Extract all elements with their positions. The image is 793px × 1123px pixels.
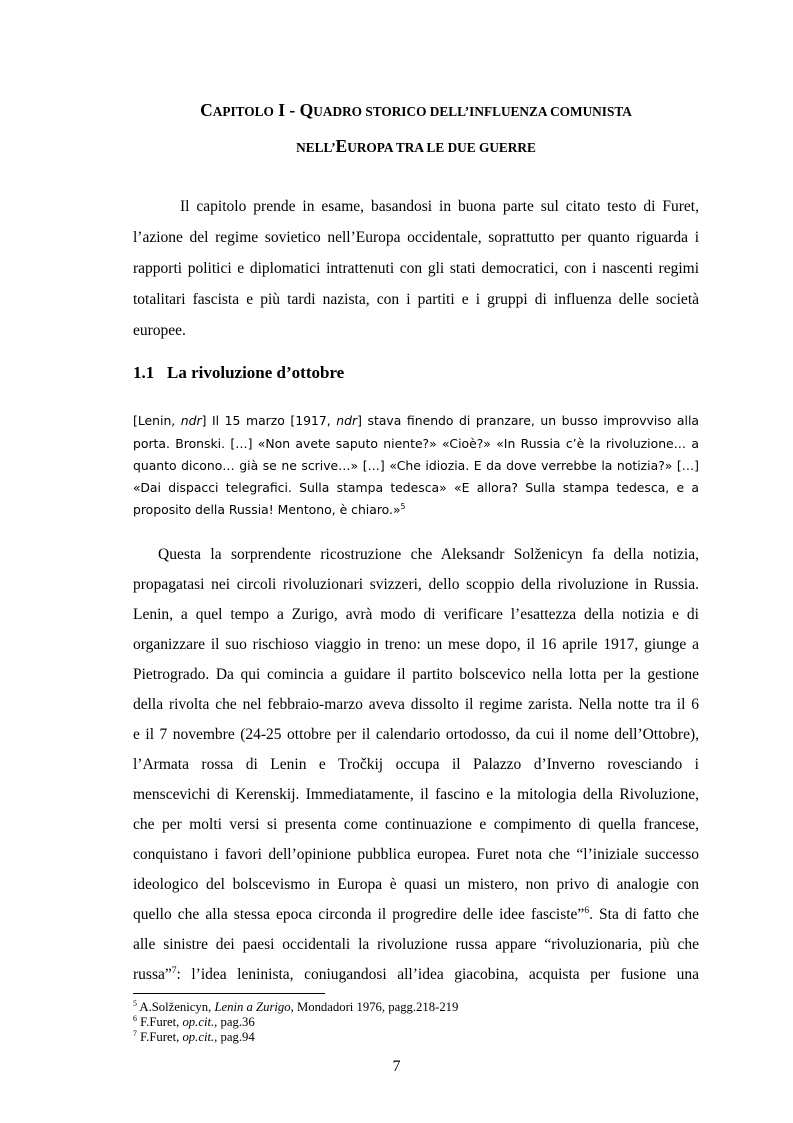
footnote-ref: 7 — [171, 964, 177, 976]
footnote-separator — [133, 993, 325, 994]
body-line: che per molti versi si presenta come continuazione e compimento di quella francese, — [133, 816, 699, 833]
quote-line: [Lenin, ndr] Il 15 marzo [1917, ndr] stava finendo di pranzare, un busso improvviso alla — [133, 413, 699, 428]
body-line: organizzare il suo rischioso viaggio in treno: un mese dopo, il 16 aprile 1917, giunge a — [133, 636, 699, 653]
footnote: $^7$ F.Furet, op.cit., pag.94 — [133, 1028, 255, 1044]
intro-line: l’azione del regime sovietico nell’Europa occidentale, soprattutto per quanto riguarda i — [133, 229, 699, 246]
footnote: $^6$ F.Furet, op.cit., pag.36 — [133, 1013, 255, 1029]
page-number: 7 — [392, 1058, 401, 1075]
chapter-title-line-2: NELL’EUROPA TRA LE DUE GUERRE — [296, 136, 536, 156]
intro-line: rapporti politici e diplomatici intrattenuti con gli stati democratici, con i nascenti regimi — [133, 260, 699, 277]
body-line: l’Armata rossa di Lenin e Tročkij occupa il Palazzo d’Inverno rovesciando i — [133, 756, 699, 773]
body-line: propagatasi nei circoli rivoluzionari svizzeri, dello scoppio della rivoluzione in Russia. — [133, 576, 699, 593]
intro-line: europee. — [133, 322, 186, 339]
body-line: menscevichi di Kerenskij. Immediatamente, il fascino e la mitologia della Rivoluzione, — [133, 786, 699, 803]
body-line: e il 7 novembre (24-25 ottobre per il calendario ortodosso, da cui il nome dell’Ottobre), — [133, 726, 699, 743]
footnote: $^5$ A.Solženicyn, Lenin a Zurigo, Mondadori 1976, pagg.218-219 — [133, 998, 459, 1014]
section-title: La rivoluzione d’ottobre — [167, 363, 345, 382]
footnote-ref: 6 — [584, 904, 590, 916]
intro-line: Il capitolo prende in esame, basandosi in buona parte sul citato testo di Furet, — [180, 198, 699, 215]
body-line: della rivolta che nel febbraio-marzo aveva dissolto il regime zarista. Nella notte tra il 6 — [133, 696, 699, 713]
footnote-ref: 5 — [400, 501, 406, 511]
section-heading — [133, 362, 344, 384]
body-line: Lenin, a quel tempo a Zurigo, avrà modo di verificare l’esattezza della notizia e di — [133, 606, 699, 623]
body-line: conquistano i favori dell’opinione pubblica europea. Furet nota che “l’iniziale successo — [133, 846, 699, 863]
quote-line: quanto dicono… già se ne scrive…» […] «Che idiozia. E da dove verrebbe la notizia?» […] — [133, 458, 699, 473]
body-line: alle sinistre dei paesi occidentali la rivoluzione russa appare “rivoluzionaria, più che — [133, 936, 699, 953]
body-line: ideologico del bolscevismo in Europa è quasi un mistero, non privo di analogie con — [133, 876, 699, 893]
quote-line: porta. Bronski. […] «Non avete saputo niente?» «Cioè?» «In Russia c’è la rivoluzione… a — [133, 436, 699, 451]
body-line: russa”$^7$: l’idea leninista, coniugandosi all’idea giacobina, acquista per fusione una — [133, 964, 699, 983]
body-line: Questa la sorprendente ricostruzione che Aleksandr Solženicyn fa della notizia, — [158, 546, 699, 563]
body-line: Pietrogrado. Da qui comincia a guidare il partito bolscevico nella lotta per la gestione — [133, 666, 699, 683]
body-line: quello che alla stessa epoca circonda il progredire delle idee fasciste”$^6$. Sta di fatto che — [133, 904, 699, 923]
quote-line: «Dai dispacci telegrafici. Sulla stampa tedesca» «E allora? Sulla stampa tedesca, e a — [133, 480, 699, 495]
section-number: 1.1 — [133, 363, 155, 382]
chapter-title-line-1: CAPITOLO I - QUADRO STORICO DELL’INFLUENZA COMUNISTA — [200, 100, 632, 120]
intro-line: totalitari fascista e più tardi nazista, con i partiti e i gruppi di influenza delle società — [133, 291, 699, 308]
quote-line: proposito della Russia! Mentono, è chiaro.»$^5$ — [133, 501, 406, 517]
